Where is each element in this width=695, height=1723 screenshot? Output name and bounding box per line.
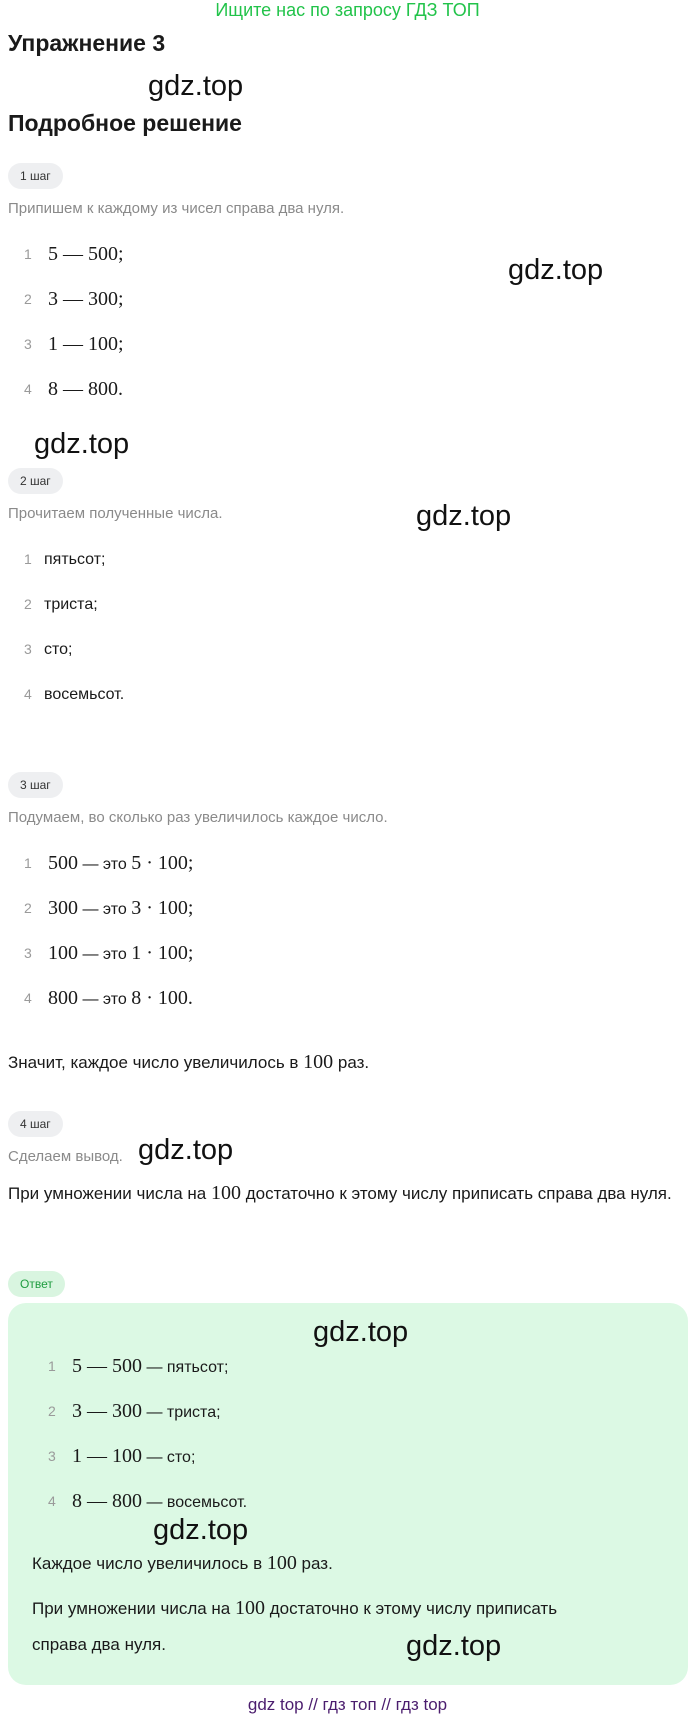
list-item: 1 5 — 500; <box>24 243 124 265</box>
list-item: 4 восемьсот. <box>24 686 125 703</box>
step-3-list <box>8 841 688 1021</box>
answer-line-2-tail: справа два нуля. <box>32 1635 166 1654</box>
footer-link-gdz-top-mixed[interactable]: гдз top <box>395 1695 448 1714</box>
watermark: gdz.top <box>138 1134 234 1166</box>
exercise-title: Упражнение 3 <box>8 30 166 56</box>
step-2-badge: 2 шаг <box>8 468 63 494</box>
step-3-conclusion: Значит, каждое число увеличилось в 100 раз. <box>8 1051 370 1073</box>
footer-separator: // <box>303 1695 323 1714</box>
step-4-intro: Сделаем вывод. <box>8 1148 123 1165</box>
answer-badge: Ответ <box>8 1271 65 1297</box>
step-3-badge: 3 шаг <box>8 772 63 798</box>
list-item: 2 300 — это 3 · 100; <box>24 897 194 919</box>
footer-link-gdz-top-ru[interactable]: гдз топ <box>322 1695 377 1714</box>
step-4-badge: 4 шаг <box>8 1111 63 1137</box>
search-banner: Ищите нас по запросу ГДЗ ТОП <box>215 0 480 20</box>
step-4-text: При умножении числа на 100 достаточно к этому числу приписать справа два нуля. <box>8 1182 672 1204</box>
watermark: gdz.top <box>153 1514 249 1546</box>
step-2-list <box>8 537 688 717</box>
watermark: gdz.top <box>416 500 512 532</box>
step-1-intro: Припишем к каждому из чисел справа два нуля. <box>8 200 345 217</box>
watermark: gdz.top <box>508 254 604 286</box>
list-item: 2 триста; <box>24 596 98 613</box>
answer-line-2: При умножении числа на 100 достаточно к этому числу приписать <box>32 1597 558 1619</box>
list-item: 4 8 — 800. <box>24 378 123 400</box>
list-item: 2 3 — 300 — триста; <box>48 1400 221 1422</box>
list-item: 1 пятьсот; <box>24 551 106 568</box>
list-item: 2 3 — 300; <box>24 288 124 310</box>
list-item: 4 800 — это 8 · 100. <box>24 987 193 1009</box>
list-item: 4 8 — 800 — восемьсот. <box>48 1490 248 1512</box>
footer-link-gdz-top[interactable]: gdz top <box>247 1695 304 1714</box>
watermark: gdz.top <box>313 1316 409 1348</box>
step-1-badge: 1 шаг <box>8 163 63 189</box>
list-item: 1 500 — это 5 · 100; <box>24 852 194 874</box>
watermark: gdz.top <box>34 428 130 460</box>
footer-separator: // <box>376 1695 396 1714</box>
answer-list <box>32 1344 672 1524</box>
step-3-intro: Подумаем, во сколько раз увеличилось каждое число. <box>8 809 388 826</box>
watermark: gdz.top <box>406 1630 502 1662</box>
solution-title: Подробное решение <box>8 110 242 136</box>
list-item: 3 1 — 100; <box>24 333 124 355</box>
list-item: 3 100 — это 1 · 100; <box>24 942 194 964</box>
list-item: 3 1 — 100 — сто; <box>48 1445 196 1467</box>
answer-line-1: Каждое число увеличилось в 100 раз. <box>32 1552 333 1574</box>
footer-links <box>0 1695 695 1715</box>
list-item: 3 сто; <box>24 641 73 658</box>
list-item: 1 5 — 500 — пятьсот; <box>48 1355 229 1377</box>
step-2-intro: Прочитаем полученные числа. <box>8 505 223 522</box>
watermark: gdz.top <box>148 70 244 102</box>
